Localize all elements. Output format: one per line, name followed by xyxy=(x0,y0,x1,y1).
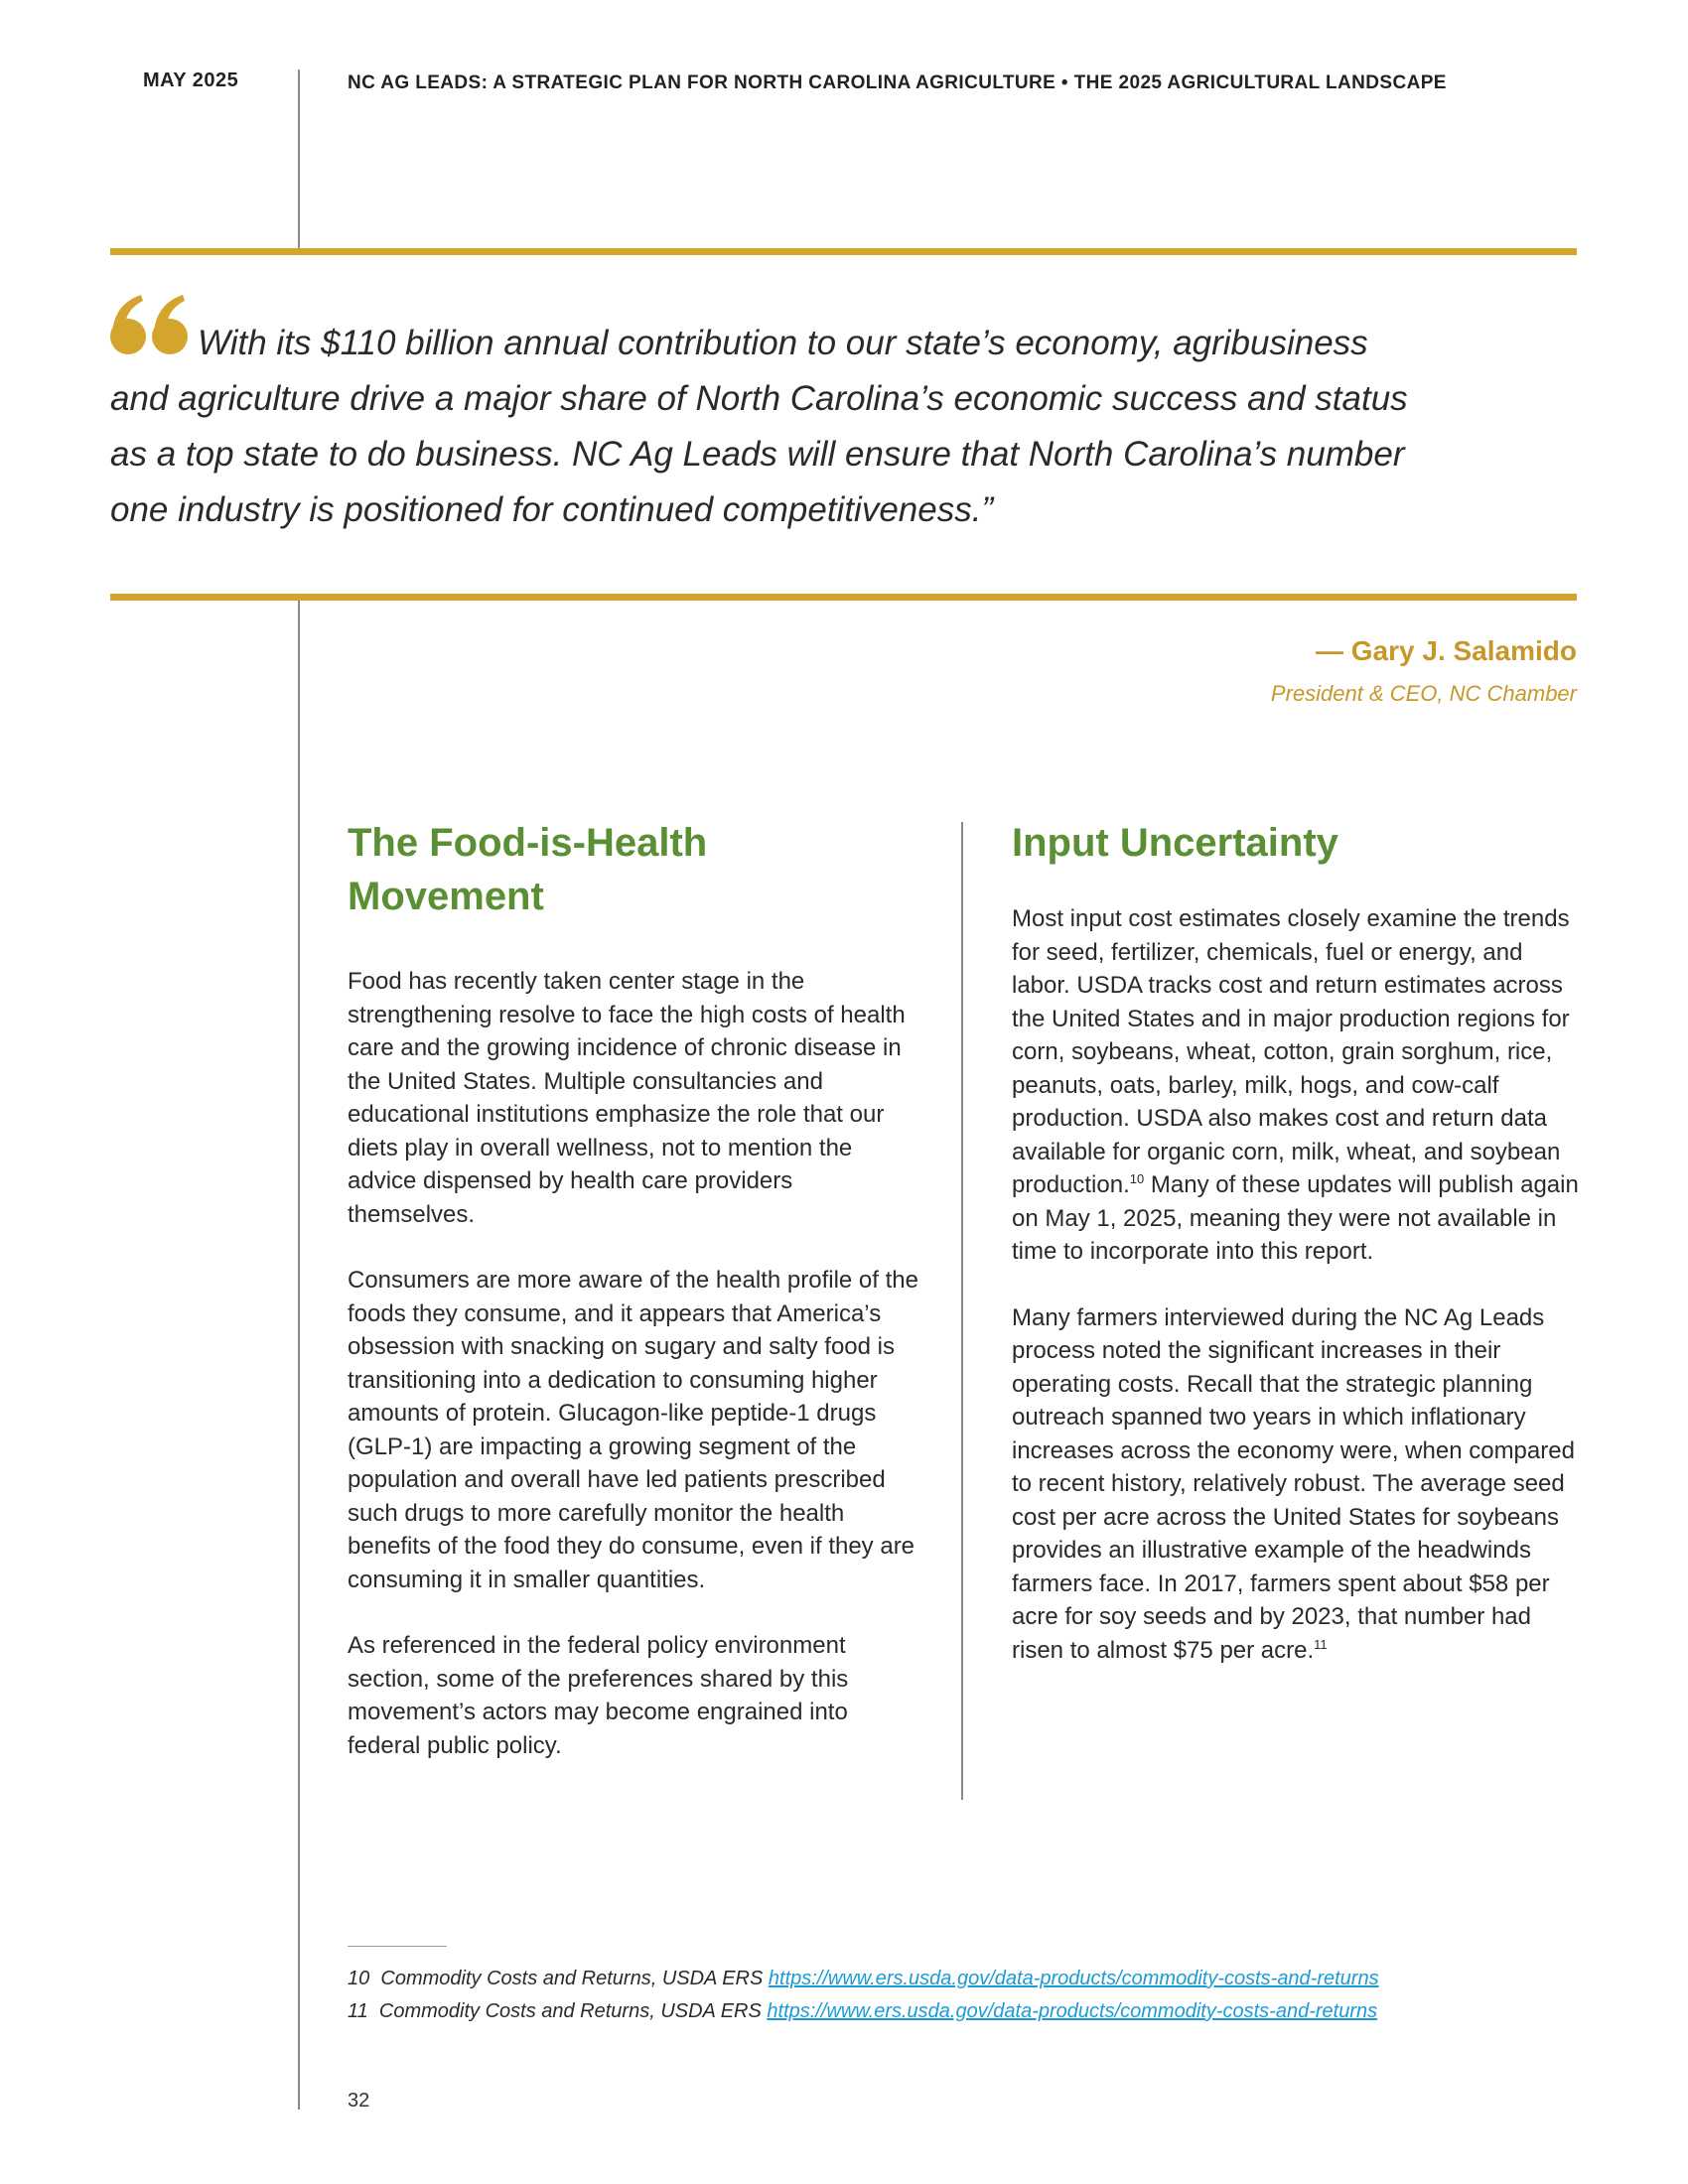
vertical-divider-bottom xyxy=(298,601,300,2110)
quote-bottom-rule xyxy=(110,594,1577,601)
header-date: MAY 2025 xyxy=(143,69,239,91)
quote-attribution-name: — Gary J. Salamido xyxy=(1316,635,1577,666)
body-paragraph xyxy=(1012,1301,1583,1668)
footnote-ref[interactable]: 11 xyxy=(1314,1636,1328,1652)
footnote xyxy=(348,1968,1379,1990)
paragraph-text: Many of these updates will publish again on May 1, 2025, meaning they were not available in time to incorporate into this report. xyxy=(1012,1171,1579,1265)
footnote-number: 11 xyxy=(348,2000,368,2022)
footnote-number: 10 xyxy=(348,1968,370,1989)
body-paragraph: As referenced in the federal policy environment section, some of the preferences shared by this movement’s actors may become engrained into federal public policy. xyxy=(348,1632,849,1759)
quote-line: as a top state to do business. NC Ag Leads will ensure that North Carolina’s number xyxy=(110,435,1405,474)
page-number: 32 xyxy=(348,2090,370,2112)
quote-line: With its $110 billion annual contribution to our state’s economy, agribusiness xyxy=(198,324,1368,362)
body-paragraph: Consumers are more aware of the health profile of the foods they consume, and it appears that America’s obsession with snacking on sugary and salty food is transitioning into a dedication to consuming higher amounts of protein. Glucagon-like peptide-1 drugs (GLP-1) are impacting a growing segment of the population and overall have led patients prescribed such drugs to more carefully monitor the health benefits of the food they do consume, even if they are consuming it in smaller quantities. xyxy=(348,1267,918,1593)
heading-line: Movement xyxy=(348,875,544,918)
vertical-divider-top xyxy=(298,69,300,248)
paragraph-text: Many farmers interviewed during the NC Ag Leads process noted the significant increases in their operating costs. Recall that the strategic planning outreach spanned two years in which inflationary increases across the economy were, when compared to recent history, relatively robust. The average seed cost per acre across the United States for soybeans provides an illustrative example of the headwinds farmers face. In 2017, farmers spent about $58 per acre for soy seeds and by 2023, that number had risen to almost $75 per acre. xyxy=(1012,1303,1575,1664)
quote-line: and agriculture drive a major share of North Carolina’s economic success and status xyxy=(110,379,1408,418)
section-heading-input-uncertainty: Input Uncertainty xyxy=(1012,821,1338,865)
quote-attribution-role: President & CEO, NC Chamber xyxy=(1270,681,1577,706)
body-paragraph: Food has recently taken center stage in the strengthening resolve to face the high costs of health care and the growing incidence of chronic disease in the United States. Multiple consultancies and educational institutions emphasize the role that our diets play in overall wellness, not to mention the advice dispensed by health care providers themselves. xyxy=(348,968,906,1228)
paragraph-text: Most input cost estimates closely examine the trends for seed, fertilizer, chemicals, fuel or energy, and labor. USDA tracks cost and return estimates across the United States and in major production regions for corn, soybeans, wheat, cotton, grain sorghum, rice, peanuts, oats, barley, milk, hogs, and cow-calf production. USDA also makes cost and return data available for organic corn, milk, wheat, and soybean production. xyxy=(1012,905,1570,1198)
heading-line: The Food-is-Health xyxy=(348,821,708,865)
column-divider xyxy=(961,822,963,1800)
right-column xyxy=(1012,816,1583,1667)
footnote-text: Commodity Costs and Returns, USDA ERS xyxy=(378,2000,762,2022)
pull-quote xyxy=(110,316,1580,538)
quote-top-rule xyxy=(110,248,1577,255)
body-paragraph xyxy=(1012,902,1583,1269)
left-column xyxy=(348,816,923,1762)
footnote-link[interactable]: https://www.ers.usda.gov/data-products/commodity-costs-and-returns xyxy=(768,1968,1379,1989)
section-heading-food-is-health xyxy=(348,816,923,923)
footnote-ref[interactable]: 10 xyxy=(1129,1171,1145,1186)
header-title: NC AG LEADS: A STRATEGIC PLAN FOR NORTH CAROLINA AGRICULTURE • THE 2025 AGRICULTURAL LANDSCAPE xyxy=(348,72,1447,93)
quote-line: one industry is positioned for continued competitiveness.” xyxy=(110,490,994,529)
footnote-rule xyxy=(348,1946,447,1947)
footnote-text: Commodity Costs and Returns, USDA ERS xyxy=(380,1968,764,1989)
footnote-link[interactable]: https://www.ers.usda.gov/data-products/commodity-costs-and-returns xyxy=(767,2000,1378,2022)
footnote xyxy=(348,2000,1377,2023)
